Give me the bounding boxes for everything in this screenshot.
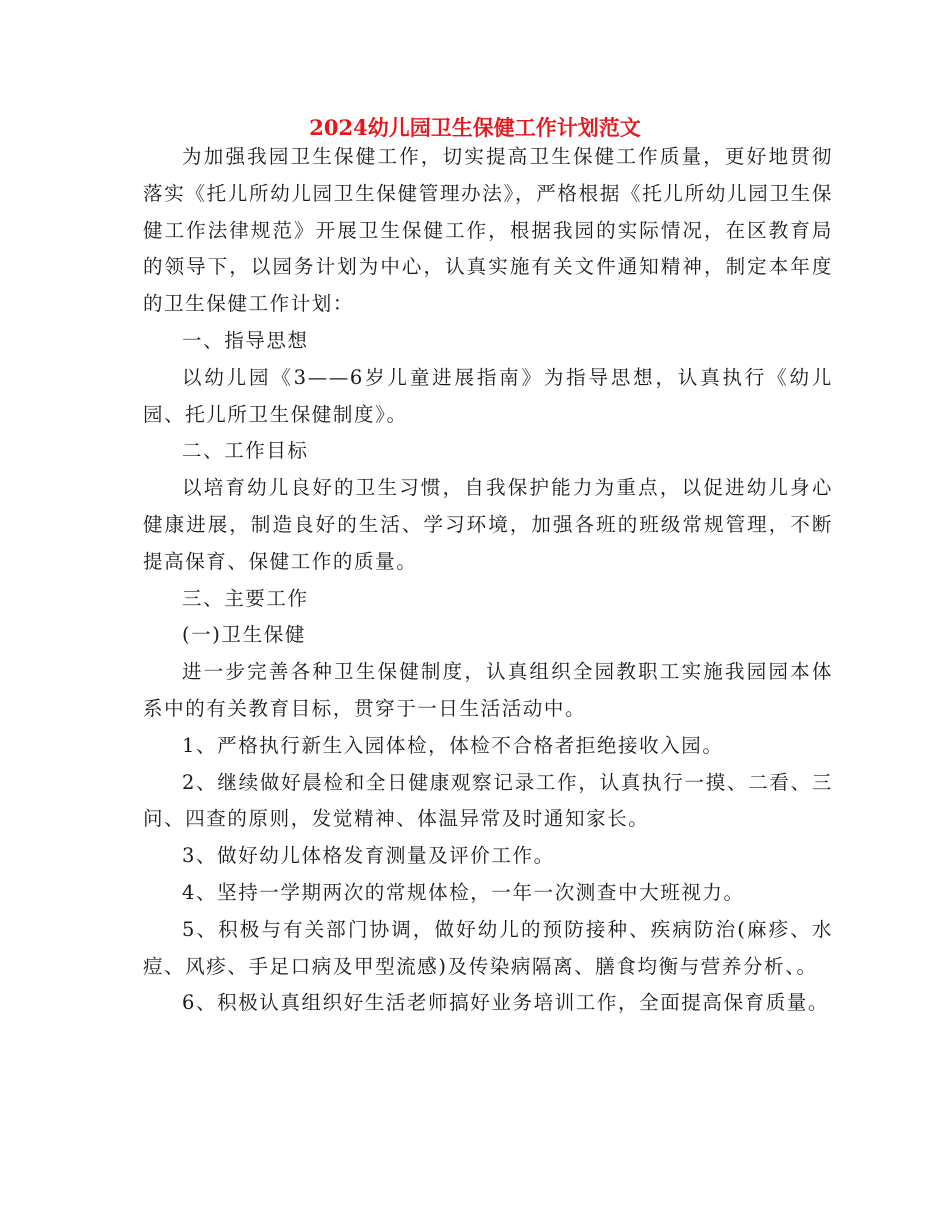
paragraph-guiding-ideology: 以幼儿园《3——6岁儿童进展指南》为指导思想，认真执行《幼儿园、托儿所卫生保健制度》。	[143, 365, 833, 426]
list-item-1: 1、严格执行新生入园体检，体检不合格者拒绝接收入园。	[182, 733, 724, 757]
subheading-health-care: (一)卫生保健	[182, 623, 306, 647]
list-item-6: 6、积极认真组织好生活老师搞好业务培训工作，全面提高保育质量。	[182, 991, 830, 1015]
document-title: 2024幼儿园卫生保健工作计划范文	[309, 115, 641, 140]
heading-main-work: 三、主要工作	[182, 586, 309, 610]
paragraph-intro: 为加强我园卫生保健工作，切实提高卫生保健工作质量，更好地贯彻落实《托儿所幼儿园卫生保健管理办法》，严格根据《托儿所幼儿园卫生保健工作法律规范》开展卫生保健工作，根据我园的实际情况，在区教育局的领导下，以园务计划为中心，认真实施有关文件通知精神，制定本年度的卫生保健工作计划：	[143, 145, 833, 316]
heading-work-goals: 二、工作目标	[182, 439, 309, 463]
paragraph-work-goals: 以培育幼儿良好的卫生习惯，自我保护能力为重点，以促进幼儿身心健康进展，制造良好的生活、学习环境，加强各班的班级常规管理，不断提高保育、保健工作的质量。	[143, 476, 833, 573]
document-body	[143, 139, 833, 1022]
list-item-5: 5、积极与有关部门协调，做好幼儿的预防接种、疾病防治(麻疹、水痘、风疹、手足口病及甲型流感)及传染病隔离、膳食均衡与营养分析、。	[143, 917, 833, 978]
list-item-2: 2、继续做好晨检和全日健康观察记录工作，认真执行一摸、二看、三问、四查的原则，发觉精神、体温异常及时通知家长。	[143, 770, 833, 831]
paragraph-health-care: 进一步完善各种卫生保健制度，认真组织全园教职工实施我园园本体系中的有关教育目标，贯穿于一日生活活动中。	[143, 660, 833, 720]
heading-guiding-ideology: 一、指导思想	[182, 328, 309, 352]
list-item-4: 4、坚持一学期两次的常规体检，一年一次测查中大班视力。	[182, 880, 745, 904]
list-item-3: 3、做好幼儿体格发育测量及评价工作。	[182, 844, 555, 868]
